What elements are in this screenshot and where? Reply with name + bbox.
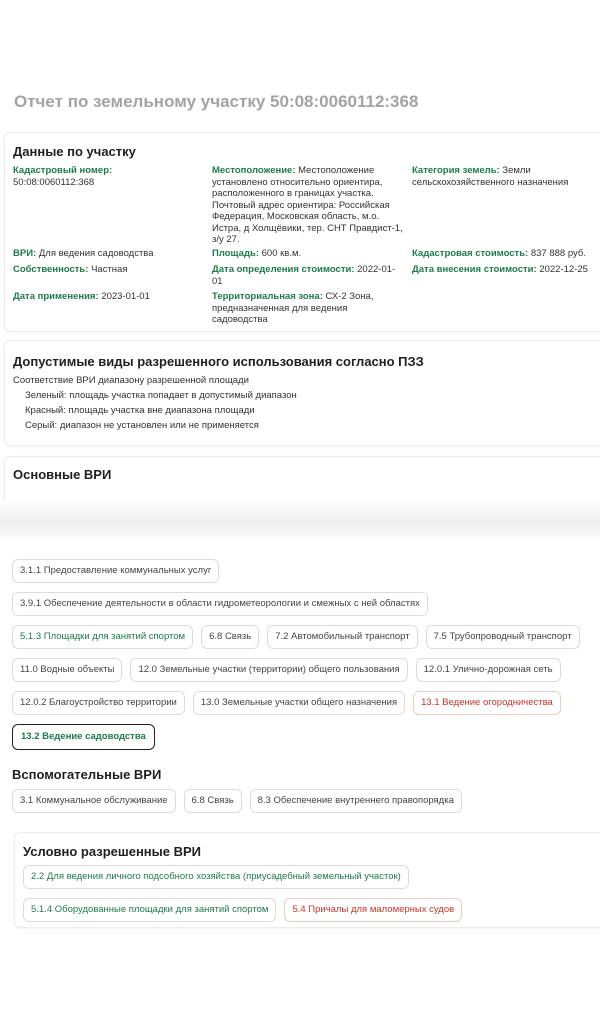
ownership-value: Частная <box>91 264 128 275</box>
area-field <box>212 248 404 260</box>
entry-date-value: 2022-12-25 <box>539 264 588 275</box>
location-label: Местоположение: <box>212 165 296 176</box>
vri-chip-13-2-selected[interactable]: 13.2 Ведение садоводства <box>12 724 155 750</box>
aux-vri-chip-3-1[interactable]: 3.1 Коммунальное обслуживание <box>12 789 176 813</box>
aux-vri-chip-8-3[interactable]: 8.3 Обеспечение внутреннего правопорядка <box>250 789 462 813</box>
cadastral-cost-value: 837 888 руб. <box>530 248 586 259</box>
vri-chip-13-1[interactable]: 13.1 Ведение огородничества <box>413 691 561 715</box>
legend-green: Зеленый: площадь участка попадает в допустимый диапазон <box>25 390 297 401</box>
land-category-value: Земли сельскохозяйственного назначения <box>412 165 569 188</box>
cost-date-field <box>212 264 404 287</box>
zone-label: Территориальная зона: <box>212 291 323 302</box>
aux-vri-chip-6-8[interactable]: 6.8 Связь <box>184 789 242 813</box>
cost-date-value: 2022-01-01 <box>212 264 396 287</box>
vri-chip-3-1-1[interactable]: 3.1.1 Предоставление коммунальных услуг <box>12 559 219 583</box>
cond-vri-heading: Условно разрешенные ВРИ <box>23 844 202 859</box>
scroll-divider <box>0 500 600 537</box>
main-vri-list <box>12 559 600 750</box>
land-category-field <box>412 165 592 188</box>
pzz-heading: Допустимые виды разрешенного использования согласно ПЗЗ <box>13 354 424 369</box>
vri-chip-7-2[interactable]: 7.2 Автомобильный транспорт <box>267 625 417 649</box>
apply-date-value: 2023-01-01 <box>101 291 150 302</box>
cond-vri-chip-2-2[interactable]: 2.2 Для ведения личного подсобного хозяйства (приусадебный земельный участок) <box>23 865 409 889</box>
zone-field <box>212 291 392 326</box>
vri-chip-13-0[interactable]: 13.0 Земельные участки общего назначения <box>193 691 405 715</box>
area-value: 600 кв.м. <box>261 248 302 259</box>
land-category-label: Категория земель: <box>412 165 500 176</box>
zone-value: СХ-2 Зона, предназначенная для ведения садоводства <box>212 291 374 325</box>
cadastral-number-label: Кадастровый номер: <box>13 165 113 176</box>
vri-chip-12-0[interactable]: 12.0 Земельные участки (территории) общего пользования <box>130 658 407 682</box>
aux-vri-list <box>12 789 600 813</box>
vri-chip-5-1-3[interactable]: 5.1.3 Площадки для занятий спортом <box>12 625 193 649</box>
location-field <box>212 165 404 246</box>
vri-label: ВРИ: <box>13 248 37 259</box>
apply-date-field <box>13 291 203 303</box>
ownership-label: Собственность: <box>13 264 89 275</box>
page-title: Отчет по земельному участку 50:08:0060112:368 <box>14 92 419 111</box>
cond-vri-list <box>23 865 493 922</box>
ownership-field <box>13 264 203 276</box>
main-vri-heading: Основные ВРИ <box>13 467 112 482</box>
apply-date-label: Дата применения: <box>13 291 99 302</box>
cadastral-number-field <box>13 165 193 188</box>
cost-date-label: Дата определения стоимости: <box>212 264 355 275</box>
vri-value: Для ведения садоводства <box>38 248 154 259</box>
entry-date-label: Дата внесения стоимости: <box>412 264 537 275</box>
vri-chip-12-0-2[interactable]: 12.0.2 Благоустройство территории <box>12 691 185 715</box>
vri-chip-3-9-1[interactable]: 3.9.1 Обеспечение деятельности в области гидрометеорологии и смежных с ней областях <box>12 592 428 616</box>
cond-vri-chip-5-4[interactable]: 5.4 Причалы для маломерных судов <box>284 898 462 922</box>
aux-vri-heading: Вспомогательные ВРИ <box>12 767 162 782</box>
vri-chip-7-5[interactable]: 7.5 Трубопроводный транспорт <box>426 625 580 649</box>
pzz-card <box>4 340 600 446</box>
entry-date-field <box>412 264 600 276</box>
area-label: Площадь: <box>212 248 259 259</box>
pzz-intro: Соответствие ВРИ диапазону разрешенной площади <box>13 375 249 386</box>
cadastral-cost-label: Кадастровая стоимость: <box>412 248 529 259</box>
cond-vri-chip-5-1-4[interactable]: 5.1.4 Оборудованные площадки для занятий спортом <box>23 898 276 922</box>
cond-vri-card <box>14 832 600 928</box>
cadastral-number-value: 50:08:0060112:368 <box>13 176 95 188</box>
legend-red: Красный: площадь участка вне диапазона площади <box>25 405 255 416</box>
plot-data-card <box>4 132 600 332</box>
location-value: Местоположение установлено относительно ориентира, расположенного в границах участка. Почтовый адрес ориентира: Российская Федерация, Московская область, м.о. Истра, д Холщёвики, тер. СНТ Правдист-1, з/у 27. <box>212 165 403 245</box>
vri-chip-12-0-1[interactable]: 12.0.1 Улично-дорожная сеть <box>416 658 561 682</box>
vri-chip-11-0[interactable]: 11.0 Водные объекты <box>12 658 122 682</box>
cadastral-cost-field <box>412 248 600 260</box>
legend-gray: Серый: диапазон не установлен или не применяется <box>25 420 259 431</box>
plot-data-heading: Данные по участку <box>13 144 136 159</box>
vri-chip-6-8[interactable]: 6.8 Связь <box>201 625 259 649</box>
vri-field <box>13 248 203 260</box>
